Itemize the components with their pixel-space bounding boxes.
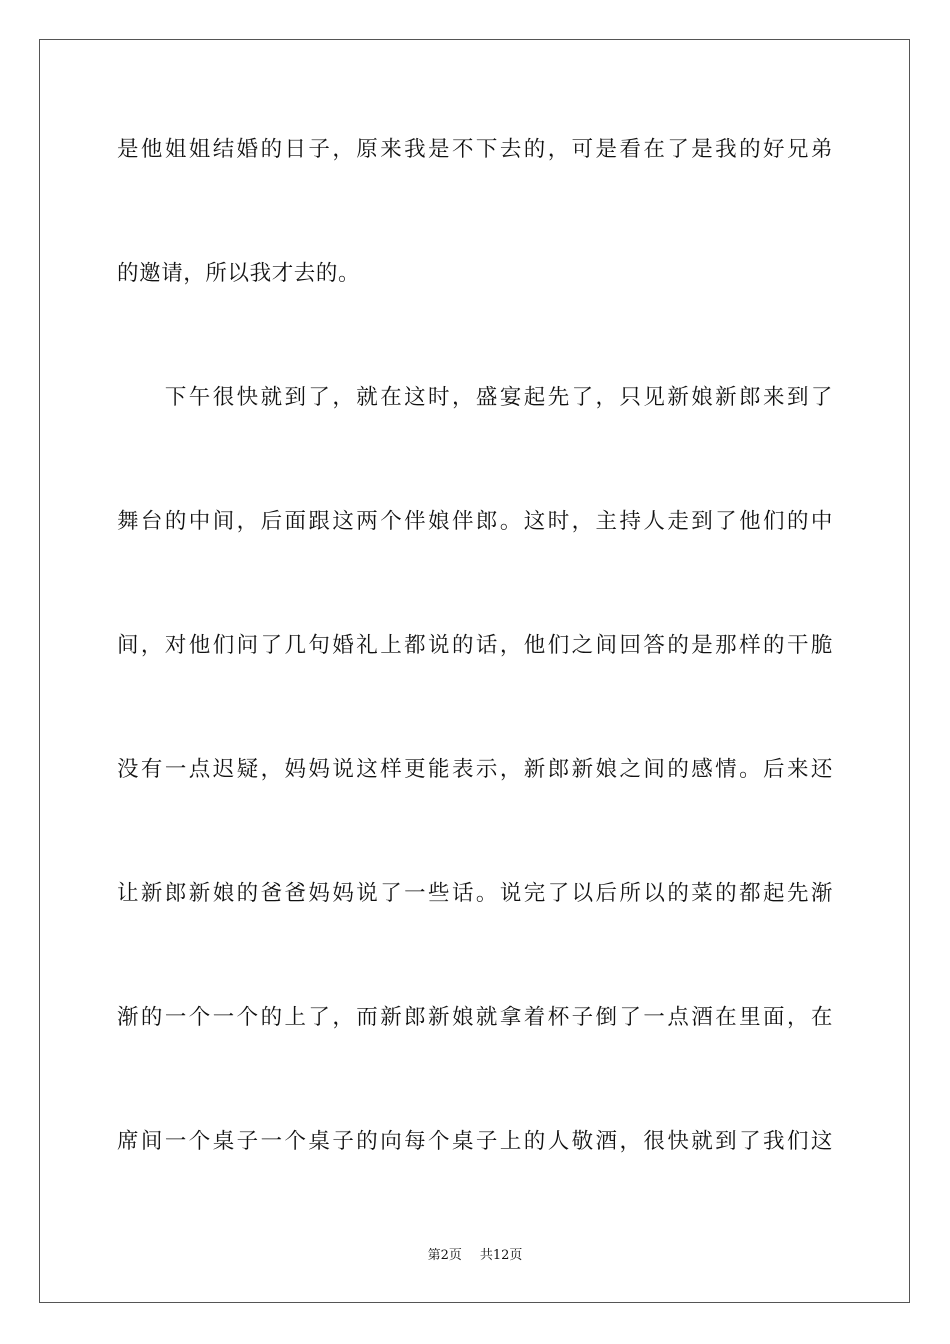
text-line-7: 让新郎新娘的爸爸妈妈说了一些话。说完了以后所以的菜的都起先渐 xyxy=(117,881,833,906)
text-line-4: 舞台的中间，后面跟这两个伴娘伴郎。这时，主持人走到了他们的中 xyxy=(117,509,833,534)
text-line-5: 间，对他们问了几句婚礼上都说的话，他们之间回答的是那样的干脆 xyxy=(117,633,833,658)
page-border xyxy=(39,39,910,1303)
text-line-8: 渐的一个一个的上了，而新郎新娘就拿着杯子倒了一点酒在里面，在 xyxy=(117,1005,833,1030)
page-number: 第2页 xyxy=(427,1248,462,1263)
text-line-3: 下午很快就到了，就在这时，盛宴起先了，只见新娘新郎来到了 xyxy=(117,385,833,410)
text-line-9: 席间一个桌子一个桌子的向每个桌子上的人敬酒，很快就到了我们这 xyxy=(117,1129,833,1154)
text-line-2: 的邀请，所以我才去的。 xyxy=(117,261,361,286)
page-footer xyxy=(0,1247,950,1265)
page-total: 共12页 xyxy=(479,1248,523,1263)
text-line-6: 没有一点迟疑，妈妈说这样更能表示，新郎新娘之间的感情。后来还 xyxy=(117,757,833,782)
text-line-1: 是他姐姐结婚的日子，原来我是不下去的，可是看在了是我的好兄弟 xyxy=(117,137,833,162)
